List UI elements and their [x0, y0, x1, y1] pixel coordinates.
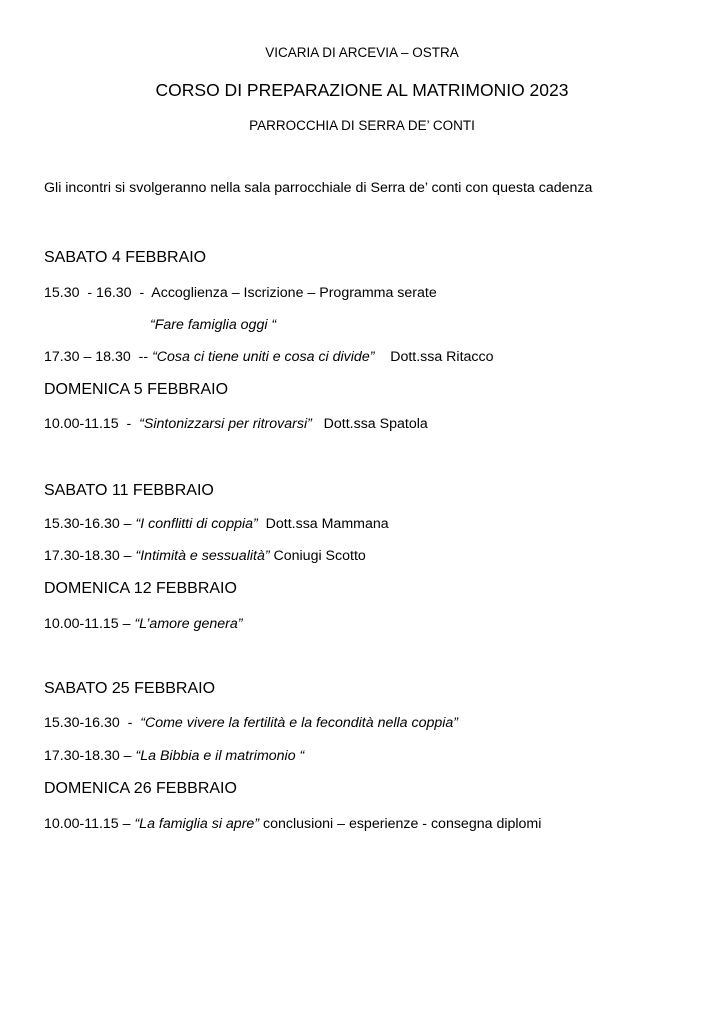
- schedule-entry: [44, 715, 458, 731]
- day-heading: SABATO 11 FEBBRAIO: [44, 482, 214, 499]
- page-title: CORSO DI PREPARAZIONE AL MATRIMONIO 2023: [155, 80, 569, 100]
- day-heading: DOMENICA 26 FEBBRAIO: [44, 780, 237, 797]
- entry-title: “I conflitti di coppia”: [135, 516, 258, 532]
- entry-time: 17.30-18.30 –: [44, 748, 136, 764]
- entry-title: “Intimità e sessualità”: [135, 548, 270, 564]
- entry-title: “L’amore genera”: [134, 616, 243, 632]
- entry-title: “Come vivere la fertilità e la fecondità nella coppia”: [140, 715, 459, 731]
- entry-text: conclusioni – esperienze - consegna diplomi: [259, 816, 542, 832]
- schedule-entry: [44, 285, 437, 301]
- entry-speaker: Dott.ssa Spatola: [311, 416, 428, 432]
- entry-time: 17.30 – 18.30 --: [44, 349, 153, 365]
- schedule-entry: [44, 349, 494, 365]
- schedule-entry: [44, 816, 541, 832]
- entry-time: 10.00-11.15 -: [44, 416, 140, 432]
- schedule-entry: [44, 548, 366, 564]
- day-heading: SABATO 25 FEBBRAIO: [44, 680, 216, 697]
- schedule-entry: [44, 516, 389, 532]
- day-heading: DOMENICA 5 FEBBRAIO: [44, 381, 229, 398]
- entry-text: Accoglienza – Iscrizione – Programma serate: [151, 285, 437, 301]
- entry-speaker: Dott.ssa Ritacco: [374, 349, 494, 365]
- schedule-entry: [44, 616, 243, 632]
- entry-time: 10.00-11.15 –: [44, 816, 135, 832]
- schedule-entry: [44, 748, 304, 764]
- entry-time: 15.30 - 16.30 -: [44, 285, 152, 301]
- entry-speaker: Dott.ssa Mammana: [257, 516, 389, 532]
- schedule-entry: [44, 416, 428, 432]
- entry-speaker: Coniugi Scotto: [269, 548, 366, 564]
- entry-title: “La Bibbia e il matrimonio “: [135, 748, 305, 764]
- entry-time: 17.30-18.30 –: [44, 548, 136, 564]
- entry-time: 15.30-16.30 –: [44, 516, 136, 532]
- day-heading: SABATO 4 FEBBRAIO: [44, 249, 207, 266]
- entry-title: “Fare famiglia oggi “: [150, 317, 277, 333]
- day-heading: DOMENICA 12 FEBBRAIO: [44, 580, 237, 597]
- intro-text: Gli incontri si svolgeranno nella sala parrocchiale di Serra de’ conti con questa cadenza: [44, 180, 593, 196]
- entry-time: 15.30-16.30 -: [44, 715, 141, 731]
- parrocchia-heading: PARROCCHIA DI SERRA DE’ CONTI: [249, 118, 475, 133]
- entry-title: “Cosa ci tiene uniti e cosa ci divide”: [152, 349, 375, 365]
- entry-title: “La famiglia si apre”: [134, 816, 260, 832]
- entry-title: “Sintonizzarsi per ritrovarsi”: [139, 416, 312, 432]
- entry-time: 10.00-11.15 –: [44, 616, 135, 632]
- vicaria-heading: VICARIA DI ARCEVIA – OSTRA: [265, 45, 459, 60]
